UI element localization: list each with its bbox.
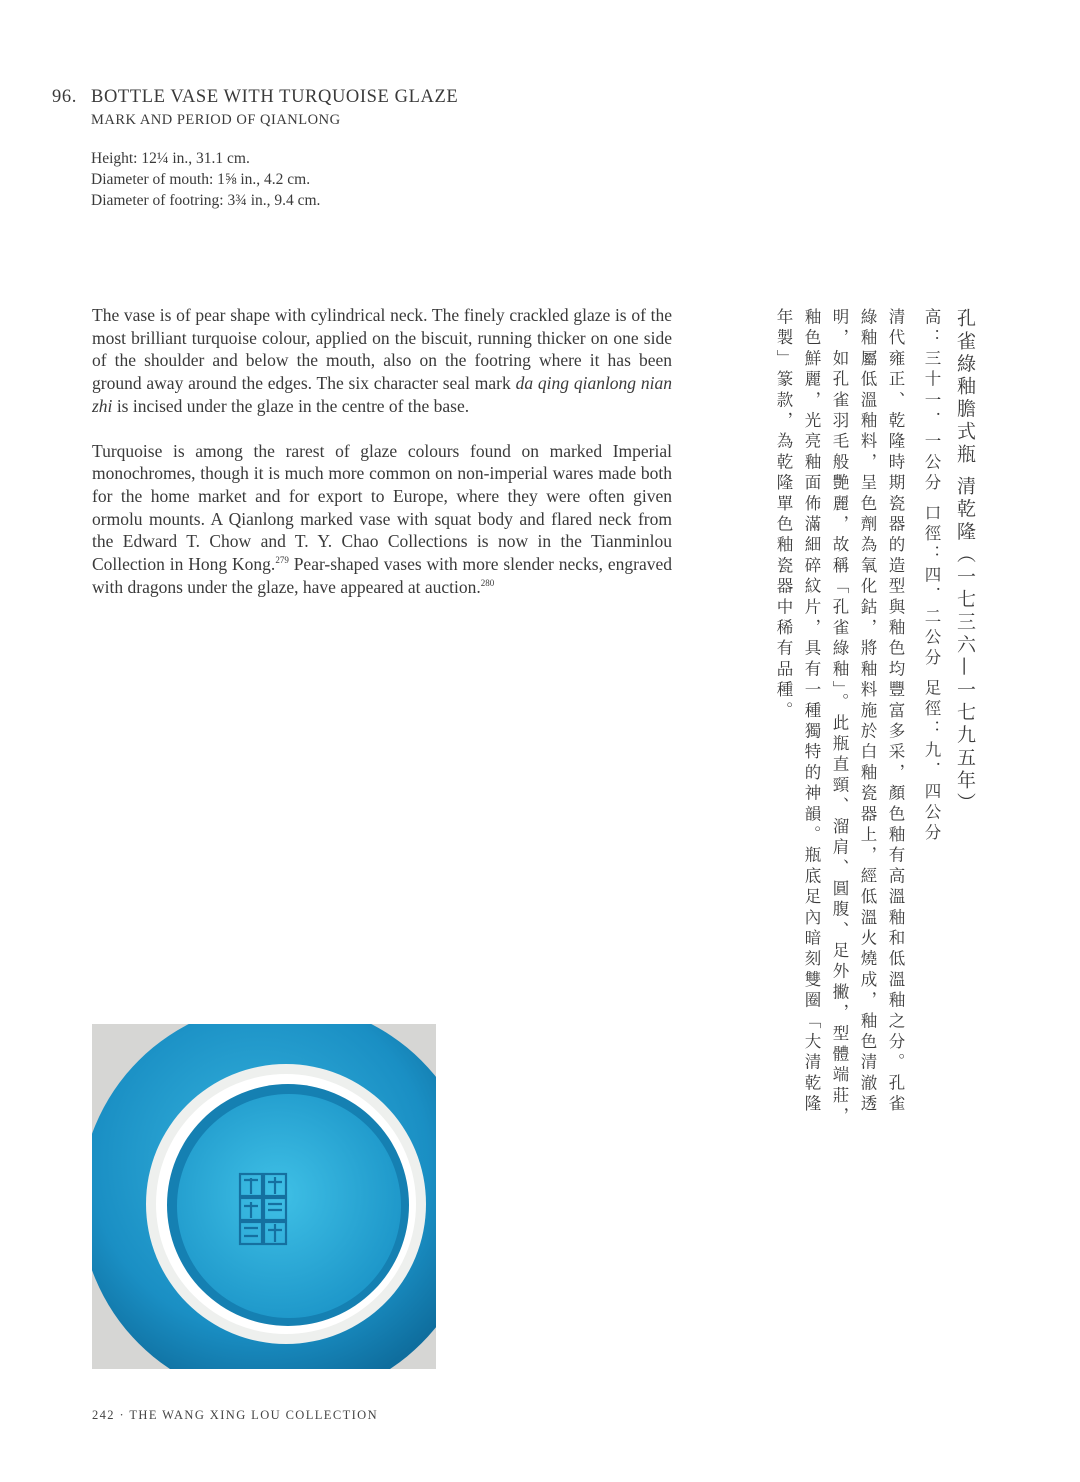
page-number: 242 [92,1408,115,1422]
footer-separator: · [119,1408,126,1422]
chinese-text-line: 清代雍正、乾隆時期瓷器的造型與釉色均豐富多采，顏色釉有高溫釉和低溫釉之分。孔雀 [886,308,905,1116]
entry-number: 96. [52,87,77,107]
chinese-text-line: 釉色鮮麗，光亮釉面佈滿細碎紋片，具有一種獨特的神韻。瓶底足內暗刻雙圈「大清乾隆 [802,308,821,1116]
dimension-mouth: Diameter of mouth: 1⅝ in., 4.2 cm. [91,171,311,188]
paragraph-context [92,440,672,599]
chinese-dimensions: 高：三十一．一公分 口徑：四．二公分 足徑：九．四公分 [922,308,941,845]
page-footer [92,1408,378,1423]
paragraph-text: The vase is of pear shape with cylindrical neck. The finely crackled glaze is of the most brilliant turquoise colour, applied on the biscuit, running thicker on one side of the shoulder and below the mouth, also on the footring where it has been ground away around the edges. The six character seal mark [92,305,672,394]
entry-title-line [52,86,458,108]
entry-subtitle: MARK AND PERIOD OF QIANLONG [91,112,341,128]
chinese-text-line: 明，如孔雀羽毛般艷麗，故稱「孔雀綠釉」。此瓶直頸、溜肩、圓腹、足外撇，型體端莊， [830,308,849,1128]
english-body [92,304,672,620]
dimension-height: Height: 12¼ in., 31.1 cm. [91,150,250,167]
entry-heading [52,86,458,132]
footnote-ref: 279 [275,555,289,566]
book-title: THE WANG XING LOU COLLECTION [129,1408,379,1422]
base-interior [177,1094,401,1318]
vase-base-illustration [92,1024,436,1369]
chinese-title: 孔雀綠釉膽式瓶 清乾隆（一七三六—一七九五年） [954,308,976,815]
seal-mark-italic: da qing qianlong nian zhi [92,373,672,416]
paragraph-text: Turquoise is among the rarest of glaze colours found on marked Imperial monochromes, though it is much more common on non-imperial wares made both for the home market and for export to Europe, where they were often given ormolu mounts. A Qianlong marked vase with squat body and flared neck from the Edward T. Chow and T. Y. Chao Collections is now in the Tianminlou Collection in Hong Kong. [92,440,672,575]
chinese-text-line: 綠釉屬低溫釉料，呈色劑為氧化鈷，將釉料施於白釉瓷器上，經低溫火燒成，釉色清澈透 [858,308,877,1116]
paragraph-text: is incised under the glaze in the centre of the base. [112,395,470,416]
paragraph-text: Pear-shaped vases with more slender necks, engraved with dragons under the glaze, have appeared at auction. [92,554,672,597]
footnote-ref: 280 [480,577,495,588]
chinese-text-line: 年製」篆款，為乾隆單色釉瓷器中稀有品種。 [774,308,793,722]
vase-base-photo [92,1024,436,1369]
entry-title: BOTTLE VASE WITH TURQUOISE GLAZE [91,87,459,107]
paragraph-description [92,304,672,418]
dimension-footring: Diameter of footring: 3¾ in., 9.4 cm. [91,192,321,209]
dimensions-block [91,148,320,211]
